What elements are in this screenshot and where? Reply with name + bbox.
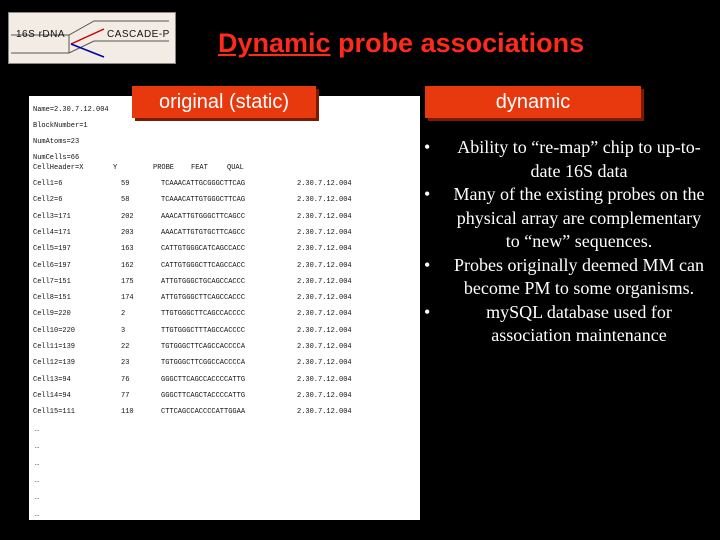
table-cell: 2.30.7.12.004 [297, 212, 352, 221]
table-cell: Cell6=197 [33, 261, 71, 270]
table-cell: Cell10=220 [33, 326, 76, 335]
bullet-text: Many of the existing probes on the physical array are complementary to “new” sequences. [453, 184, 705, 251]
bullet-icon: • [424, 254, 431, 275]
table-cell: 76 [121, 375, 130, 384]
table-cell: Cell7=151 [33, 277, 71, 286]
table-cell: Cell4=171 [33, 228, 71, 237]
table-cell: 174 [121, 294, 134, 303]
meta-line: NumCells=66 [33, 154, 80, 162]
table-cell: 59 [121, 180, 130, 188]
bullet-text: Ability to “re-map” chip to up-to-date 16S data [457, 137, 701, 181]
table-cell: 2.30.7.12.004 [297, 343, 352, 351]
table-cell: Cell2=6 [33, 196, 63, 205]
ellipsis-row: … [35, 511, 40, 519]
ellipsis-row: … [35, 494, 40, 502]
table-header: Y [113, 164, 118, 172]
table-cell: Cell5=197 [33, 245, 71, 254]
meta-line: NumAtoms=23 [33, 138, 80, 146]
bullet-list [420, 136, 710, 348]
table-cell: 2.30.7.12.004 [297, 391, 352, 400]
tab-dynamic[interactable]: dynamic [425, 86, 641, 118]
table-cell: 162 [121, 261, 134, 270]
table-cell: CATTGTGGGCTTCAGCCACC [161, 261, 246, 270]
table-cell: 23 [121, 359, 130, 368]
title-rest: probe associations [330, 28, 585, 58]
table-cell: 22 [121, 343, 130, 351]
table-cell: GGGCTTCAGCTACCCCATTG [161, 391, 246, 400]
table-cell: Cell8=151 [33, 294, 71, 303]
slide-title [218, 28, 584, 59]
table-cell: TTGTGGGCTTCAGCCACCCC [161, 310, 246, 319]
table-cell: ATTGTGGGCTTCAGCCACCC [161, 294, 246, 303]
table-cell: ATTGTGGGCTGCAGCCACCC [161, 277, 246, 286]
table-cell: 2.30.7.12.004 [297, 408, 352, 417]
table-cell: 2 [121, 310, 126, 319]
logo-left-text: 16S rDNA [16, 29, 66, 40]
ellipsis-row: … [35, 426, 40, 434]
table-cell: 3 [121, 326, 126, 335]
table-cell: 2.30.7.12.004 [297, 294, 352, 303]
meta-line: Name=2.30.7.12.004 [33, 106, 109, 114]
table-cell: 203 [121, 228, 134, 237]
table-cell: Cell1=6 [33, 180, 63, 188]
bullet-item [420, 254, 710, 301]
table-cell: 2.30.7.12.004 [297, 261, 352, 270]
logo-right-text: CASCADE-P [107, 29, 170, 40]
table-cell: Cell3=171 [33, 212, 71, 221]
bullet-item [420, 301, 710, 348]
table-cell: 202 [121, 212, 134, 221]
cascade-logo [8, 12, 176, 64]
table-header: QUAL [227, 164, 244, 172]
table-cell: 2.30.7.12.004 [297, 228, 352, 237]
table-cell: CTTCAGCCACCCCATTGGAA [161, 408, 246, 417]
bullet-icon: • [424, 301, 431, 322]
table-cell: 77 [121, 391, 130, 400]
table-cell: 2.30.7.12.004 [297, 196, 352, 205]
bullet-item [420, 183, 710, 254]
static-data-panel [29, 96, 420, 520]
table-cell: TGTGGGCTTCGGCCACCCCA [161, 359, 246, 368]
table-cell: 2.30.7.12.004 [297, 180, 352, 188]
title-underlined-word: Dynamic [218, 28, 331, 58]
meta-line: BlockNumber=1 [33, 122, 88, 130]
bullet-text: mySQL database used for association maintenance [486, 301, 672, 345]
table-cell: TGTGGGCTTCAGCCACCCCA [161, 343, 246, 351]
table-cell: 110 [121, 408, 134, 417]
table-cell: 58 [121, 196, 130, 205]
table-cell: 2.30.7.12.004 [297, 245, 352, 254]
tab-original-static[interactable]: original (static) [132, 86, 316, 118]
table-cell: 163 [121, 245, 134, 254]
table-cell: 2.30.7.12.004 [297, 359, 352, 368]
bullet-text: Probes originally deemed MM can become PM to some organisms. [454, 254, 704, 298]
table-cell: TCAAACATTGCGGGCTTCAG [161, 180, 246, 188]
bullet-item [420, 136, 710, 183]
table-cell: GGGCTTCAGCCACCCCATTG [161, 375, 246, 384]
table-cell: 2.30.7.12.004 [297, 375, 352, 384]
table-header: CellHeader=X [33, 164, 84, 172]
table-cell: Cell15=111 [33, 408, 76, 417]
bullet-icon: • [424, 137, 431, 157]
table-cell: 2.30.7.12.004 [297, 277, 352, 286]
ellipsis-row: … [35, 443, 40, 451]
table-cell: TCAAACATTGTGGGCTTCAG [161, 196, 246, 205]
table-cell: AAACATTGTGGGCTTCAGCC [161, 212, 246, 221]
ellipsis-row: … [35, 460, 40, 468]
table-cell: Cell11=139 [33, 343, 76, 351]
table-cell: Cell13=94 [33, 375, 71, 384]
table-cell: TTGTGGGCTTTAGCCACCCC [161, 326, 246, 335]
table-cell: 2.30.7.12.004 [297, 326, 352, 335]
table-cell: AAACATTGTGTGCTTCAGCC [161, 228, 246, 237]
ellipsis-row: … [35, 477, 40, 485]
table-cell: CATTGTGGGCATCAGCCACC [161, 245, 246, 254]
table-cell: Cell12=139 [33, 359, 76, 368]
table-cell: 2.30.7.12.004 [297, 310, 352, 319]
table-cell: 175 [121, 277, 134, 286]
table-cell: Cell14=94 [33, 391, 71, 400]
bullet-icon: • [424, 184, 431, 204]
table-cell: Cell9=220 [33, 310, 71, 319]
table-header: PROBE [153, 164, 175, 172]
table-header: FEAT [191, 164, 208, 172]
